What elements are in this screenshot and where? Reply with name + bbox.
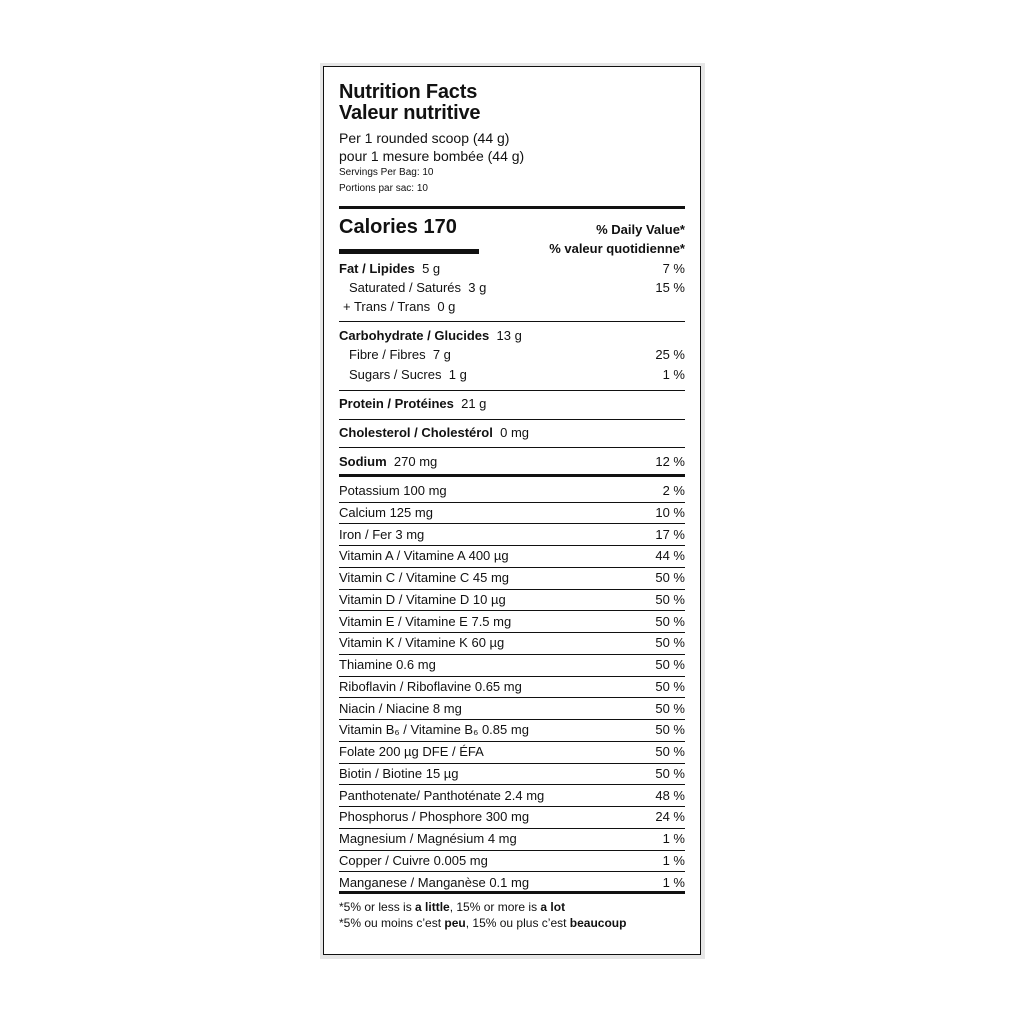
footnote-text: , 15% or more is — [449, 900, 541, 914]
nutrient-name: Fat / Lipides — [339, 261, 415, 276]
daily-value-percent: 10 % — [655, 504, 685, 520]
daily-value-percent: 24 % — [655, 809, 685, 825]
micronutrient-label: Calcium 125 mg — [339, 504, 433, 520]
divider — [339, 719, 685, 720]
thick-rule — [339, 474, 685, 477]
footnote-emphasis: peu — [444, 916, 466, 930]
nutrient-amount: 7 g — [432, 347, 451, 362]
daily-value-percent: 1 % — [662, 852, 685, 868]
divider — [339, 632, 685, 633]
divider — [339, 610, 685, 611]
divider — [339, 763, 685, 764]
micronutrient-label: Manganese / Manganèse 0.1 mg — [339, 874, 530, 890]
micronutrient-label: Vitamin C / Vitamine C 45 mg — [339, 570, 510, 585]
divider — [339, 390, 685, 391]
divider — [339, 523, 685, 524]
title-french: Valeur nutritive — [339, 102, 481, 124]
micronutrient-label: Biotin / Biotine 15 µg — [339, 765, 459, 781]
servings-per-bag-french: Portions par sac: 10 — [339, 183, 428, 194]
daily-value-percent: 50 % — [655, 765, 685, 781]
daily-value-header-english: % Daily Value* — [596, 222, 685, 237]
micronutrient-label: Niacin / Niacine 8 mg — [339, 700, 462, 716]
nutrient-name: Sodium — [339, 454, 387, 469]
micronutrient-label: Vitamin A / Vitamine A 400 µg — [339, 548, 509, 564]
divider — [339, 850, 685, 851]
divider — [339, 447, 685, 448]
title-english: Nutrition Facts — [339, 81, 478, 103]
footnote-text: *5% ou moins c’est — [339, 916, 445, 930]
micronutrient-label: Vitamin K / Vitamine K 60 µg — [339, 635, 505, 651]
footnote-emphasis: a little — [415, 900, 450, 914]
divider — [339, 654, 685, 655]
daily-value-percent: 1 % — [662, 874, 685, 890]
divider — [339, 545, 685, 546]
divider — [339, 828, 685, 829]
micronutrient-label: Vitamin E / Vitamine E 7.5 mg — [339, 613, 512, 629]
daily-value-percent: 7 % — [662, 261, 685, 276]
footnote-english — [339, 900, 565, 915]
nutrient-amount: 21 g — [461, 396, 487, 411]
daily-value-percent: 44 % — [655, 548, 685, 564]
divider — [339, 676, 685, 677]
micronutrient-label: Potassium 100 mg — [339, 483, 447, 498]
micronutrient-label: Thiamine 0.6 mg — [339, 657, 436, 672]
daily-value-percent: 25 % — [655, 347, 685, 362]
micronutrient-label: Vitamin D / Vitamine D 10 µg — [339, 591, 506, 607]
daily-value-percent: 50 % — [655, 744, 685, 759]
divider — [339, 871, 685, 872]
divider — [339, 589, 685, 590]
nutrient-amount: 1 g — [448, 367, 467, 382]
daily-value-percent: 50 % — [655, 570, 685, 585]
daily-value-percent: 17 % — [655, 526, 685, 542]
divider — [339, 419, 685, 420]
daily-value-percent: 50 % — [655, 678, 685, 694]
nutrient-amount: 270 mg — [393, 454, 438, 469]
divider — [339, 321, 685, 322]
nutrient-name: Fibre / Fibres — [349, 347, 426, 362]
micronutrient-label: Iron / Fer 3 mg — [339, 526, 425, 542]
footnote-emphasis: beaucoup — [569, 916, 627, 930]
serving-size-english: Per 1 rounded scoop (44 g) — [339, 130, 510, 146]
divider — [339, 784, 685, 785]
divider — [339, 697, 685, 698]
thick-rule — [339, 206, 685, 209]
micronutrient-label: Magnesium / Magnésium 4 mg — [339, 831, 517, 846]
nutrient-name: Carbohydrate / Glucides — [339, 328, 490, 343]
daily-value-percent: 15 % — [655, 280, 685, 295]
nutrient-amount: 0 mg — [500, 425, 530, 440]
daily-value-percent: 50 % — [655, 700, 685, 716]
daily-value-percent: 50 % — [655, 657, 685, 672]
daily-value-percent: 50 % — [655, 591, 685, 607]
nutrient-amount: 3 g — [468, 280, 487, 295]
micronutrient-label: Phosphorus / Phosphore 300 mg — [339, 809, 530, 825]
micronutrient-label: Folate 200 µg DFE / ÉFA — [339, 744, 484, 759]
micronutrient-label: Copper / Cuivre 0.005 mg — [339, 852, 488, 868]
daily-value-percent: 2 % — [662, 483, 685, 498]
serving-size-french: pour 1 mesure bombée (44 g) — [339, 148, 525, 164]
nutrient-name: Cholesterol / Cholestérol — [339, 425, 493, 440]
nutrient-amount: 13 g — [496, 328, 522, 343]
divider — [339, 806, 685, 807]
calories-underline — [339, 249, 479, 254]
daily-value-percent: 50 % — [655, 635, 685, 651]
nutrient-amount: 0 g — [437, 299, 456, 314]
daily-value-percent: 1 % — [662, 367, 685, 382]
divider — [339, 502, 685, 503]
daily-value-percent: 1 % — [662, 831, 685, 846]
micronutrient-label: Riboflavin / Riboflavine 0.65 mg — [339, 678, 522, 694]
footnote-emphasis: a lot — [540, 900, 566, 914]
nutrient-name: Sugars / Sucres — [349, 367, 442, 382]
nutrient-amount: 5 g — [422, 261, 441, 276]
servings-per-bag-english: Servings Per Bag: 10 — [339, 167, 434, 178]
calories-heading: Calories 170 — [339, 216, 457, 238]
nutrient-name: Saturated / Saturés — [349, 280, 462, 295]
thick-rule — [339, 891, 685, 894]
divider — [339, 567, 685, 568]
nutrient-name: Protein / Protéines — [339, 396, 454, 411]
micronutrient-label: Vitamin B₆ / Vitamine B₆ 0.85 mg — [339, 722, 529, 738]
footnote-french — [339, 916, 626, 931]
footnote-text: , 15% ou plus c’est — [465, 916, 570, 930]
daily-value-percent: 50 % — [655, 722, 685, 738]
divider — [339, 741, 685, 742]
footnote-text: *5% or less is — [339, 900, 416, 914]
nutrient-name: + Trans / Trans — [343, 299, 431, 314]
daily-value-percent: 12 % — [655, 454, 685, 469]
daily-value-percent: 48 % — [655, 787, 685, 803]
daily-value-percent: 50 % — [655, 613, 685, 629]
daily-value-header-french: % valeur quotidienne* — [549, 241, 685, 256]
micronutrient-label: Panthotenate/ Panthoténate 2.4 mg — [339, 787, 545, 803]
